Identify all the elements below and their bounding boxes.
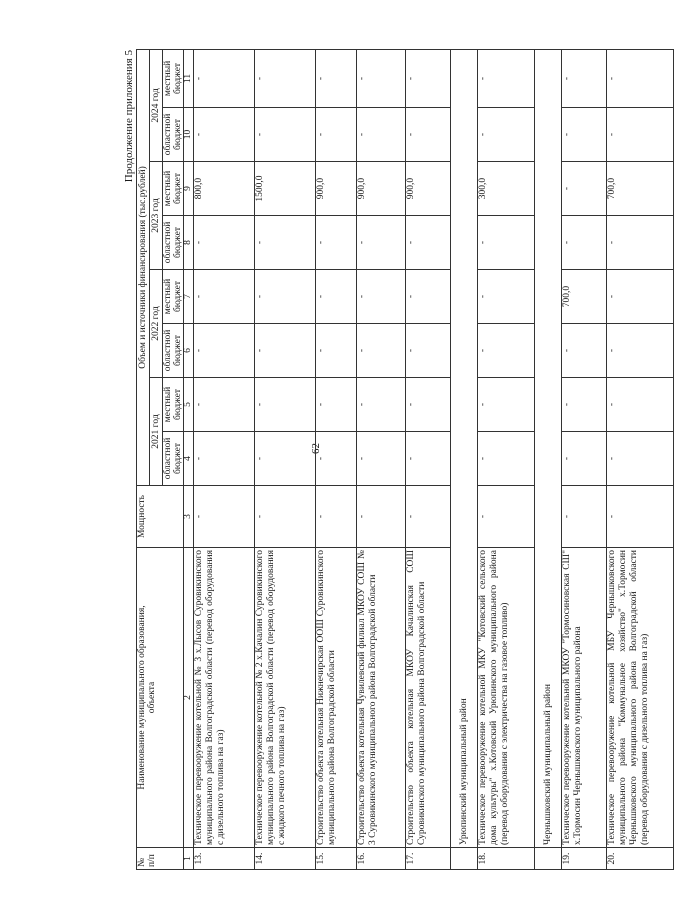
finance-value: -	[255, 270, 316, 324]
column-index: 2	[184, 548, 194, 848]
section-spacer	[451, 848, 478, 870]
finance-value: -	[255, 49, 316, 107]
object-name: Техническое перевооружение котельной МКУ "Котовский сельского дома культуры" х.Котовский Урюпинского муниципального района (перевод оборудования с электричества на газовое топливо)	[478, 548, 535, 848]
finance-value: -	[406, 216, 451, 270]
finance-value: -	[406, 270, 451, 324]
finance-value: -	[316, 49, 357, 107]
row-number: 18.	[478, 848, 535, 870]
finance-value: -	[406, 324, 451, 378]
power-value: -	[562, 486, 607, 548]
object-name: Техническое перевооружение котельной № 3 х.Лысов Суровикинского муниципального района Волгоградской области (перевод оборудования с дизельного топлива на газ)	[194, 548, 255, 848]
finance-value: -	[357, 216, 406, 270]
power-value: -	[357, 486, 406, 548]
finance-value: -	[478, 108, 535, 162]
header-budget-regional: областной бюджет	[163, 324, 184, 378]
row-number: 20.	[607, 848, 674, 870]
finance-value: -	[607, 270, 674, 324]
row-number: 19.	[562, 848, 607, 870]
table-row	[406, 49, 451, 869]
finance-value: -	[255, 108, 316, 162]
finance-value: -	[194, 49, 255, 107]
finance-value: -	[316, 270, 357, 324]
page-number: 62	[310, 443, 322, 454]
finance-value: -	[357, 378, 406, 432]
finance-value: -	[255, 378, 316, 432]
finance-value: -	[194, 216, 255, 270]
row-number: 14.	[255, 848, 316, 870]
header-power: Мощность	[137, 486, 184, 548]
finance-value: -	[316, 432, 357, 486]
object-name: Техническое перевооружение котельной МКОУ "Тормосиновская СШ" х.Тормосин Чернышковского муниципального района	[562, 548, 607, 848]
finance-value: -	[562, 162, 607, 216]
column-index: 4	[184, 432, 194, 486]
finance-value: -	[255, 216, 316, 270]
finance-value: -	[478, 324, 535, 378]
column-index: 9	[184, 162, 194, 216]
column-index: 8	[184, 216, 194, 270]
power-value: -	[194, 486, 255, 548]
section-row	[535, 49, 562, 869]
header-year-2021: 2021 год	[150, 378, 163, 486]
column-index: 5	[184, 378, 194, 432]
finance-value: -	[255, 324, 316, 378]
finance-value: 900,0	[406, 162, 451, 216]
header-budget-regional: областной бюджет	[163, 108, 184, 162]
section-row	[451, 49, 478, 869]
column-index: 6	[184, 324, 194, 378]
finance-value: -	[607, 432, 674, 486]
finance-value: -	[607, 324, 674, 378]
row-number: 16.	[357, 848, 406, 870]
finance-value: -	[478, 378, 535, 432]
column-index: 7	[184, 270, 194, 324]
object-name: Строительство объекта котельная Нижнечирская ООШ Суровикинского муниципального района Волгоградской области	[316, 548, 357, 848]
finance-value: -	[316, 378, 357, 432]
finance-value: -	[478, 49, 535, 107]
column-index: 10	[184, 108, 194, 162]
finance-value: 900,0	[357, 162, 406, 216]
header-year-2022: 2022 год	[150, 270, 163, 378]
financing-table	[136, 49, 674, 870]
table-row	[194, 49, 255, 869]
section-title: Урюпинский муниципальный район	[451, 49, 478, 847]
finance-value: -	[607, 378, 674, 432]
table-row	[562, 49, 607, 869]
finance-value: -	[357, 108, 406, 162]
header-budget-local: местный бюджет	[163, 162, 184, 216]
table-row	[255, 49, 316, 869]
finance-value: -	[406, 378, 451, 432]
object-name: Техническое перевооружение котельной № 2 х.Качалин Суровикинского муниципального района Волгоградской области (перевод оборудования с жидкого печного топлива на газ)	[255, 548, 316, 848]
finance-value: -	[194, 432, 255, 486]
finance-value: -	[607, 49, 674, 107]
finance-value: -	[562, 216, 607, 270]
power-value: -	[406, 486, 451, 548]
section-spacer	[535, 848, 562, 870]
table-row	[357, 49, 406, 869]
header-budget-local: местный бюджет	[163, 270, 184, 324]
finance-value: -	[607, 108, 674, 162]
finance-value: -	[194, 324, 255, 378]
section-title: Чернышковский муниципальный район	[535, 49, 562, 847]
finance-value: -	[562, 324, 607, 378]
header-index-row	[184, 49, 194, 869]
finance-value: -	[562, 432, 607, 486]
finance-value: -	[478, 432, 535, 486]
finance-value: -	[357, 49, 406, 107]
table-row	[607, 49, 674, 869]
finance-value: -	[194, 378, 255, 432]
header-name: Наименование муниципального образования, объекта	[137, 548, 184, 848]
finance-value: -	[406, 432, 451, 486]
finance-value: -	[194, 108, 255, 162]
table-row	[478, 49, 535, 869]
finance-value: 1500,0	[255, 162, 316, 216]
object-name: Строительство объекта котельная Чувилевский филиал МКОУ СОШ № 3 Суровикинского муниципального района Волгоградской области	[357, 548, 406, 848]
power-value: -	[255, 486, 316, 548]
column-index: 3	[184, 486, 194, 548]
header-finance: Объем и источники финансирования (тыс.рублей)	[137, 49, 150, 485]
header-num: № п/п	[137, 848, 184, 870]
header-budget-regional: областной бюджет	[163, 216, 184, 270]
table-header	[137, 49, 194, 869]
finance-value: 900,0	[316, 162, 357, 216]
finance-value: -	[562, 108, 607, 162]
finance-value: -	[316, 324, 357, 378]
finance-value: -	[357, 432, 406, 486]
finance-value: 700,0	[562, 270, 607, 324]
finance-value: -	[607, 216, 674, 270]
finance-value: 700,0	[607, 162, 674, 216]
column-index: 1	[184, 848, 194, 870]
finance-value: -	[478, 216, 535, 270]
finance-value: -	[316, 216, 357, 270]
finance-value: -	[194, 270, 255, 324]
column-index: 11	[184, 49, 194, 107]
header-budget-local: местный бюджет	[163, 378, 184, 432]
finance-value: -	[316, 108, 357, 162]
header-year-2024: 2024 год	[150, 49, 163, 161]
row-number: 15.	[316, 848, 357, 870]
rotated-table-page	[122, 50, 650, 870]
power-value: -	[316, 486, 357, 548]
header-budget-local: местный бюджет	[163, 49, 184, 107]
finance-value: -	[562, 378, 607, 432]
finance-value: -	[562, 49, 607, 107]
table-row	[316, 49, 357, 869]
finance-value: -	[406, 108, 451, 162]
header-budget-regional: областной бюджет	[163, 432, 184, 486]
finance-value: -	[478, 270, 535, 324]
finance-value: -	[255, 432, 316, 486]
finance-value: 800,0	[194, 162, 255, 216]
table-body	[194, 49, 674, 869]
power-value: -	[478, 486, 535, 548]
finance-value: -	[357, 324, 406, 378]
appendix-caption: Продолжение приложения 5	[123, 50, 135, 183]
finance-value: -	[406, 49, 451, 107]
finance-value: 300,0	[478, 162, 535, 216]
object-name: Строительство объекта котельная МКОУ Качалинская СОШ Суровикинского муниципального района Волгоградской области	[406, 548, 451, 848]
header-year-2023: 2023 год	[150, 162, 163, 270]
power-value: -	[607, 486, 674, 548]
row-number: 17.	[406, 848, 451, 870]
finance-value: -	[357, 270, 406, 324]
object-name: Техническое перевооружение котельной МБУ Чернышковского муниципального района "Коммунальное хозяйство" х.Тормосин Чернышковского муниципального района Волгоградской области (перевод оборудования с дизельного топлива на газ)	[607, 548, 674, 848]
row-number: 13.	[194, 848, 255, 870]
